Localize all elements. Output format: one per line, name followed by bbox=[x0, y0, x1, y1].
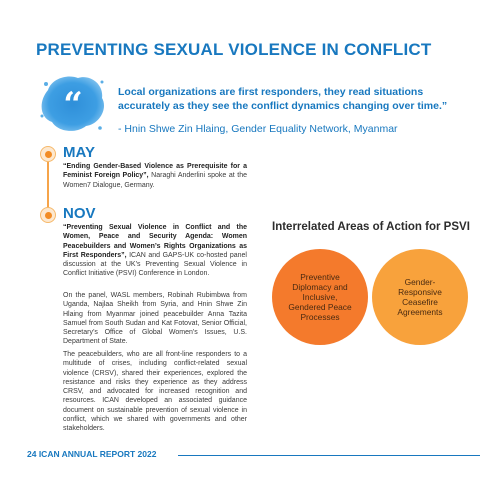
may-entry-title: “Ending Gender-Based Violence as Prerequisite for a Feminist Foreign Policy”, bbox=[63, 163, 247, 180]
page-footer: 24 ICAN ANNUAL REPORT 2022 bbox=[27, 449, 157, 459]
timeline-dot-may bbox=[40, 146, 56, 162]
svg-text:“: “ bbox=[63, 85, 83, 125]
diagram-title: Interrelated Areas of Action for PSVI bbox=[272, 221, 470, 233]
nov-entry-title: “Preventing Sexual Violence in Conflict and the Women, Peace and Security Agenda: Women Peacebuilders and Women’s Rights Organizations as First Responders”, bbox=[63, 224, 247, 259]
diagram-circle-preventive-diplomacy bbox=[272, 249, 368, 345]
month-may: MAY bbox=[63, 144, 95, 161]
nov-entry-text: ICAN and GAPS-UK co-hosted panel discussion at the UK’s Preventing Sexual Violence in Conflict Initiative (PSVI) Conference in London. bbox=[63, 251, 247, 278]
footer-rule bbox=[178, 455, 480, 456]
nov-paragraph-2: On the panel, WASL members, Robinah Rubimbwa from Uganda, Najlaa Sheikh from Syria, and Hnin Shwe Zin Hlaing from Myanmar joined peacebuilder Anna Tazita Samuel from South Sudan and Kat Fotovat, Senior Official, Secretary’s Office of Global Women’s Issues, U.S. Department of State. bbox=[63, 292, 247, 346]
diagram-circle-ceasefire bbox=[372, 249, 468, 345]
quote-text: Local organizations are first responders, they read situations accurately as they see the conflict dynamics changing over time.” bbox=[118, 86, 448, 112]
nov-paragraph-3: The peacebuilders, who are all front-line responders to a multitude of crises, including conflict-related sexual violence (CRSV), shared their experiences, explored the resistance and risks they experience as they address CRSV, and advocated for increased recognition and resources. ICAN developed an associated guidance document on sustainable prevention of sexual violence in conflict, which we shared with governments and other stakeholders. bbox=[63, 351, 247, 433]
quote-splash-icon bbox=[38, 72, 108, 134]
nov-entry bbox=[63, 223, 247, 279]
may-entry-text: Naraghi Anderlini spoke at the Women7 Dialogue, Germany. bbox=[63, 172, 247, 189]
month-nov: NOV bbox=[63, 205, 96, 222]
quote-attribution: - Hnin Shwe Zin Hlaing, Gender Equality Network, Myanmar bbox=[118, 123, 398, 135]
diagram-circle-right-label: Gender-Responsive Ceasefire Agreements bbox=[397, 277, 443, 317]
timeline-dot-nov bbox=[40, 207, 56, 223]
diagram-circle-left-label: Preventive Diplomacy and Inclusive, Gendered Peace Processes bbox=[288, 272, 352, 322]
page-title: PREVENTING SEXUAL VIOLENCE IN CONFLICT bbox=[36, 40, 432, 59]
may-entry bbox=[63, 162, 247, 190]
